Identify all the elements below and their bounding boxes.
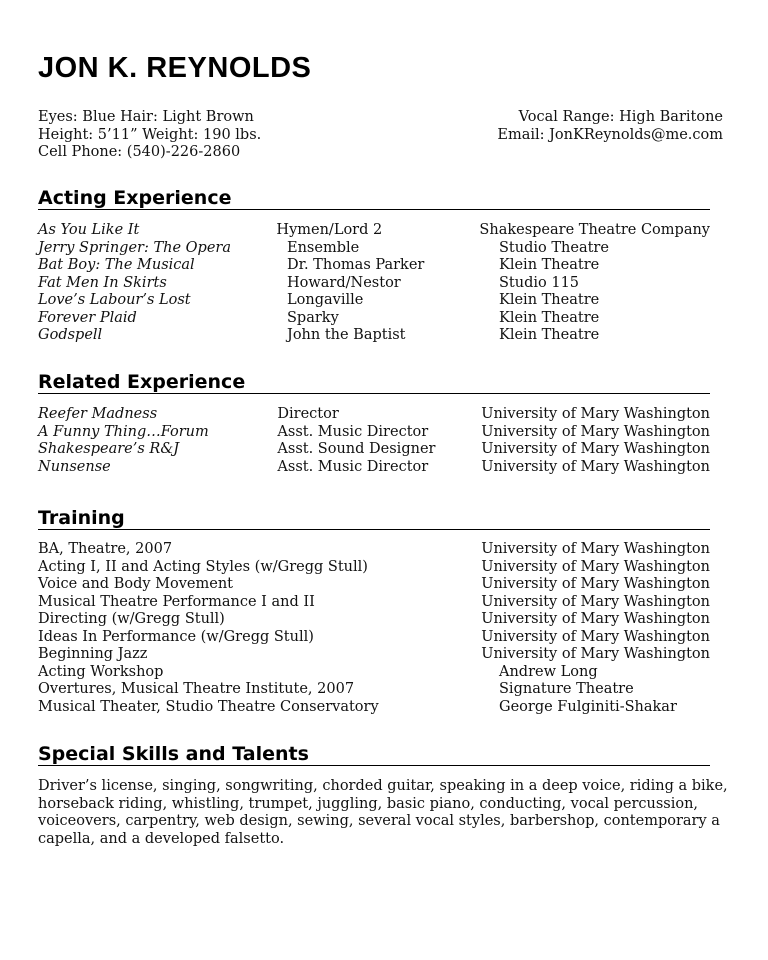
acting-table	[38, 222, 710, 345]
institution: University of Mary Washington	[481, 541, 710, 557]
position: Asst. Music Director	[277, 458, 429, 475]
role: Sparky	[287, 309, 339, 326]
skills-paragraph: Driver’s license, singing, songwriting, chorded guitar, speaking in a deep voice, riding a bike, horseback riding, whistling, trumpet, juggling, basic piano, conducting, vocal percussion, voiceovers, carpentry, web design, sewing, several vocal styles, barbershop, contemporary a capella, and a developed falsetto.	[38, 778, 728, 847]
special-skills-section	[38, 743, 728, 848]
candidate-name: JON K. REYNOLDS	[38, 52, 312, 84]
show-title: A Funny Thing…Forum	[38, 423, 209, 440]
table-row	[38, 257, 710, 275]
table-row	[38, 292, 710, 310]
position: Director	[277, 406, 339, 422]
table-row	[38, 459, 710, 477]
show-title: Fat Men In Skirts	[38, 274, 167, 291]
table-row	[38, 222, 710, 240]
course: Voice and Body Movement	[38, 576, 234, 592]
course: BA, Theatre, 2007	[38, 541, 173, 557]
physical-traits-1: Eyes: Blue Hair: Light Brown	[38, 109, 254, 125]
section-heading: Acting Experience	[38, 187, 710, 210]
course: Ideas In Performance (w/Gregg Stull)	[38, 628, 314, 645]
institution: University of Mary Washington	[481, 628, 710, 645]
related-experience-section	[38, 371, 710, 476]
institution: George Fulginiti-Shakar	[499, 698, 677, 715]
role: Howard/Nestor	[287, 274, 401, 291]
table-row	[38, 664, 710, 682]
show-title: Jerry Springer: The Opera	[38, 239, 231, 256]
table-row	[38, 646, 710, 664]
institution: Andrew Long	[499, 663, 598, 680]
institution: University of Mary Washington	[481, 576, 710, 592]
venue: Klein Theatre	[499, 257, 600, 273]
cell-phone: Cell Phone: (540)-226-2860	[38, 144, 241, 160]
show-title: Bat Boy: The Musical	[38, 257, 195, 273]
show-title: Godspell	[38, 327, 103, 343]
venue: University of Mary Washington	[481, 406, 710, 422]
course: Overtures, Musical Theatre Institute, 2007	[38, 681, 355, 697]
related-table	[38, 406, 710, 476]
show-title: Nunsense	[38, 458, 111, 475]
table-row	[38, 240, 710, 258]
vocal-range: Vocal Range: High Baritone	[518, 109, 723, 125]
table-row	[38, 275, 710, 293]
show-title: Forever Plaid	[38, 309, 137, 326]
course: Acting I, II and Acting Styles (w/Gregg Stull)	[38, 558, 368, 575]
contact-left	[38, 109, 458, 162]
position: Asst. Sound Designer	[277, 441, 436, 457]
venue: Klein Theatre	[499, 309, 600, 326]
table-row	[38, 629, 710, 647]
contact-right	[403, 109, 723, 144]
role: Hymen/Lord 2	[276, 222, 383, 238]
table-row	[38, 327, 710, 345]
section-heading: Special Skills and Talents	[38, 743, 710, 766]
show-title: Reefer Madness	[38, 406, 158, 422]
show-title: Love’s Labour’s Lost	[38, 292, 191, 308]
institution: University of Mary Washington	[481, 611, 710, 627]
section-heading: Training	[38, 507, 710, 530]
venue: University of Mary Washington	[481, 458, 710, 475]
course: Acting Workshop	[38, 663, 164, 680]
role: John the Baptist	[287, 327, 406, 343]
role: Dr. Thomas Parker	[287, 257, 425, 273]
table-row	[38, 559, 710, 577]
table-row	[38, 681, 710, 699]
table-row	[38, 611, 710, 629]
institution: Signature Theatre	[499, 681, 634, 697]
training-section	[38, 507, 710, 716]
table-row	[38, 699, 710, 717]
table-row	[38, 424, 710, 442]
venue: Studio Theatre	[499, 239, 609, 256]
show-title: Shakespeare’s R&J	[38, 441, 180, 457]
venue: Klein Theatre	[499, 327, 600, 343]
table-row	[38, 576, 710, 594]
show-title: As You Like It	[38, 222, 140, 238]
role: Longaville	[287, 292, 364, 308]
email: Email: JonKReynolds@me.com	[497, 126, 723, 143]
role: Ensemble	[287, 239, 360, 256]
table-row	[38, 406, 710, 424]
section-heading: Related Experience	[38, 371, 710, 394]
position: Asst. Music Director	[277, 423, 429, 440]
training-table	[38, 541, 710, 716]
venue: University of Mary Washington	[481, 423, 710, 440]
course: Directing (w/Gregg Stull)	[38, 611, 225, 627]
institution: University of Mary Washington	[481, 593, 710, 610]
table-row	[38, 310, 710, 328]
table-row	[38, 594, 710, 612]
course: Beginning Jazz	[38, 646, 148, 662]
venue: Shakespeare Theatre Company	[479, 222, 710, 238]
venue: Klein Theatre	[499, 292, 600, 308]
acting-experience-section	[38, 187, 710, 345]
table-row	[38, 441, 710, 459]
institution: University of Mary Washington	[481, 646, 710, 662]
venue: University of Mary Washington	[481, 441, 710, 457]
institution: University of Mary Washington	[481, 558, 710, 575]
venue: Studio 115	[499, 274, 580, 291]
course: Musical Theatre Performance I and II	[38, 593, 315, 610]
physical-traits-2: Height: 5’11” Weight: 190 lbs.	[38, 126, 262, 143]
table-row	[38, 541, 710, 559]
course: Musical Theater, Studio Theatre Conservatory	[38, 698, 379, 715]
